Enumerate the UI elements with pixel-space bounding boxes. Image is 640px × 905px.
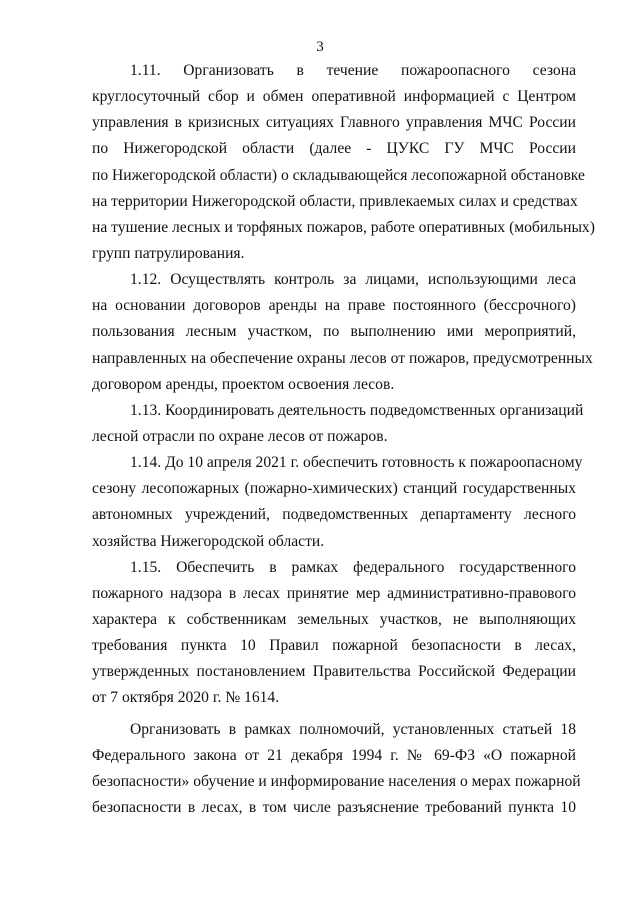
text-line: Федерального закона от 21 декабря 1994 г. № 69-ФЗ «О пожарной — [92, 746, 576, 764]
text-line: договором аренды, проектом освоения лесов. — [92, 375, 395, 393]
text-line: по Нижегородской области (далее - ЦУКС ГУ МЧС России — [92, 140, 576, 158]
text-line: безопасности в лесах, в том числе разъяснение требований пункта 10 — [92, 798, 576, 816]
paragraph-1-12 — [92, 267, 593, 398]
text-line: на основании договоров аренды на праве постоянного (бессрочного) — [92, 297, 576, 315]
text-line: хозяйства Нижегородской области. — [92, 532, 325, 550]
text-line: 1.13. Координировать деятельность подведомственных организаций — [130, 401, 584, 419]
text-line: 1.11. Организовать в течение пожароопасного сезона — [130, 62, 576, 79]
text-line: от 7 октября 2020 г. № 1614. — [92, 689, 280, 707]
text-line: требования пункта 10 Правил пожарной безопасности в лесах, — [92, 637, 576, 655]
paragraph-1-15 — [92, 555, 576, 712]
text-line: утвержденных постановлением Правительства Российской Федерации — [92, 663, 576, 681]
text-line: направленных на обеспечение охраны лесов от пожаров, предусмотренных — [92, 349, 593, 367]
text-line: 1.14. До 10 апреля 2021 г. обеспечить готовность к пожароопасному — [130, 454, 583, 472]
text-line: по Нижегородской области) о складывающейся лесопожарной обстановке — [92, 166, 585, 184]
text-line: групп патрулирования. — [92, 244, 245, 262]
text-line: сезону лесопожарных (пожарно-химических) станций государственных — [92, 480, 576, 498]
text-line: на территории Нижегородской области, привлекаемых силах и средствах — [92, 192, 578, 210]
text-line: характера к собственникам земельных участков, не выполняющих — [92, 610, 576, 628]
paragraph-organize — [92, 717, 581, 822]
text-line: автономных учреждений, подведомственных департаменту лесного — [92, 506, 576, 524]
text-line: безопасности» обучение и информирование населения о мерах пожарной — [92, 772, 581, 790]
paragraph-1-13 — [92, 398, 584, 450]
text-line: Организовать в рамках полномочий, установленных статьей 18 — [130, 720, 576, 738]
text-line: управления в кризисных ситуациях Главного управления МЧС России — [92, 114, 576, 132]
text-line: на тушение лесных и торфяных пожаров, работе оперативных (мобильных) — [92, 218, 595, 236]
document-body — [92, 58, 595, 821]
paragraph-1-14 — [92, 450, 583, 555]
text-line: 1.15. Обеспечить в рамках федерального государственного — [130, 558, 576, 576]
paragraph-1-11 — [92, 58, 595, 267]
text-line: пользования лесным участком, по выполнению ими мероприятий, — [92, 323, 576, 341]
page-number: 3 — [316, 39, 324, 55]
text-line: пожарного надзора в лесах принятие мер административно-правового — [92, 584, 576, 602]
text-line: круглосуточный сбор и обмен оперативной информацией с Центром — [92, 88, 576, 106]
text-line: 1.12. Осуществлять контроль за лицами, использующими леса — [130, 271, 576, 289]
text-line: лесной отрасли по охране лесов от пожаров. — [92, 427, 388, 445]
